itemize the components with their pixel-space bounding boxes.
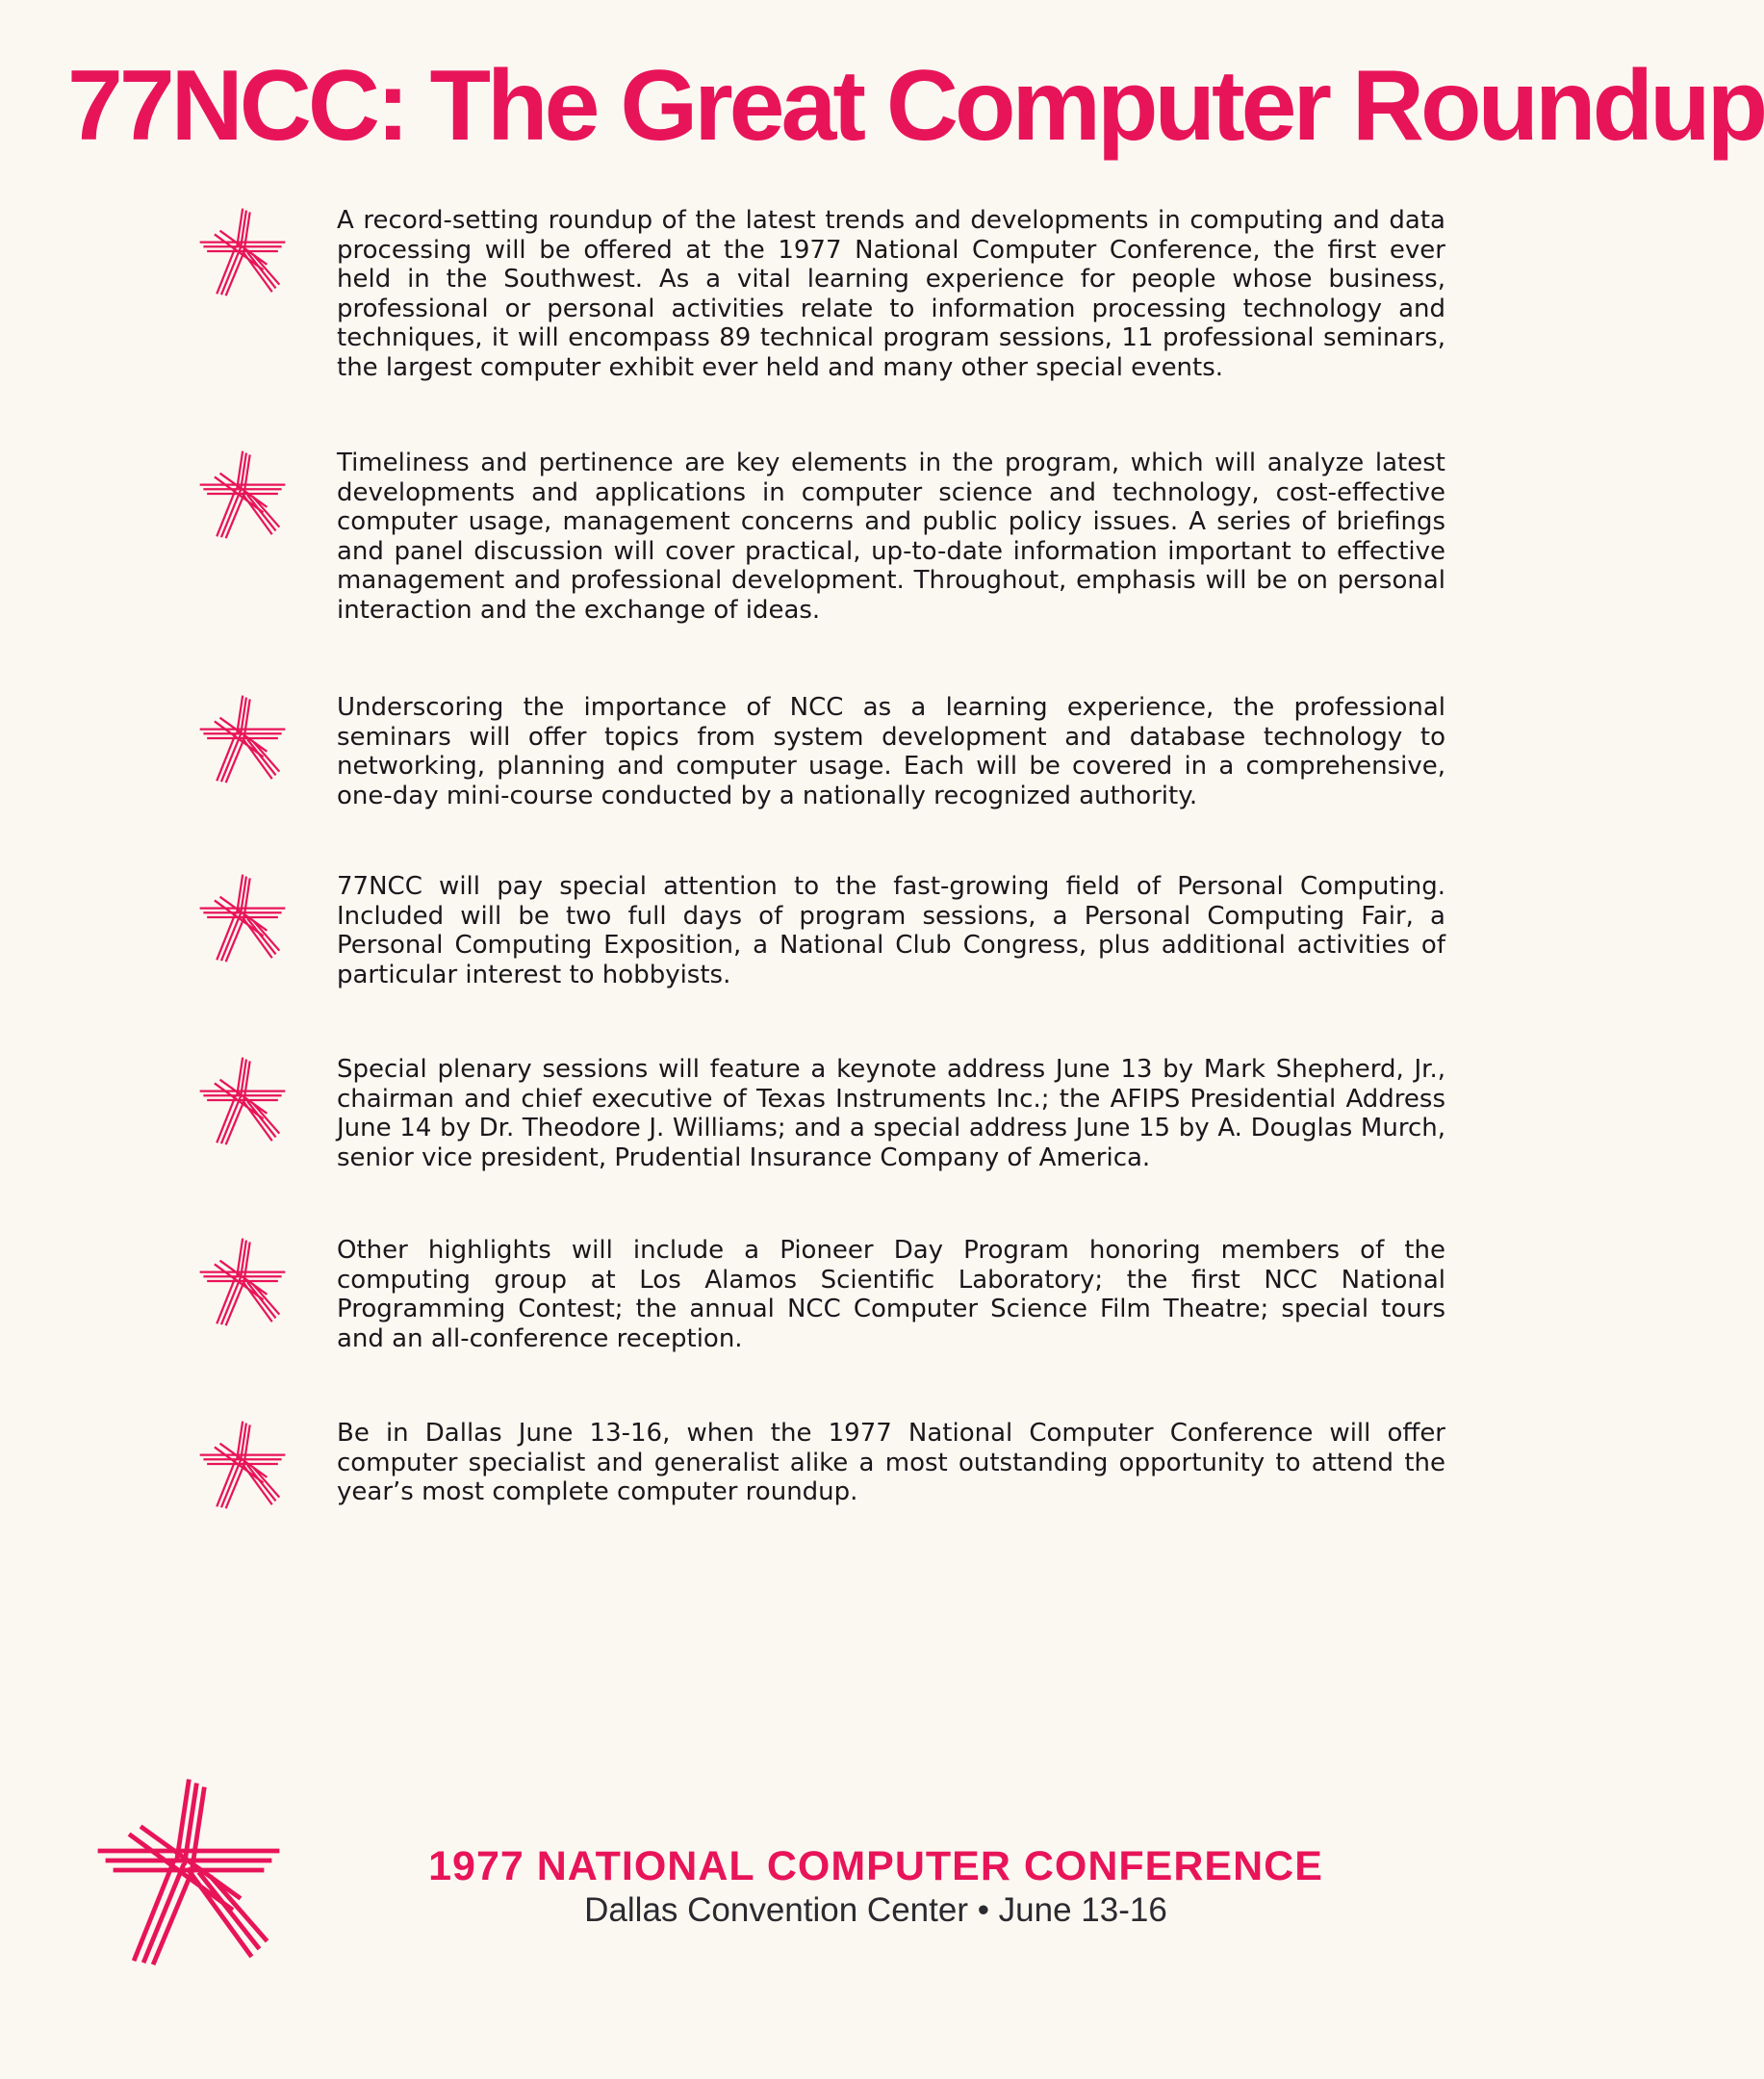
paragraph: 77NCC will pay special attention to the fast-growing field of Personal Computing. Included will be two full days of program sessions, a Personal Computing Fair, a Personal Computing Exposition, a National Club Congress, plus additional activities of particular interest to hobbyists. bbox=[337, 872, 1445, 989]
paragraph: Other highlights will include a Pioneer Day Program honoring members of the computing group at Los Alamos Scientific Laboratory; the first NCC National Programming Contest; the annual NCC Computer Science Film Theatre; special tours and an all-conference reception. bbox=[337, 1236, 1445, 1353]
paragraph: Be in Dallas June 13-16, when the 1977 National Computer Conference will offer computer specialist and generalist alike a most outstanding opportunity to attend the year’s most complete computer roundup. bbox=[337, 1419, 1445, 1506]
paragraph: Special plenary sessions will feature a keynote address June 13 by Mark Shepherd, Jr., chairman and chief executive of Texas Instruments Inc.; the AFIPS Presidential Address June 14 by Dr. Theodore J. Williams; and a special address June 15 by A. Douglas Murch, senior vice president, Prudential Insurance Company of America. bbox=[337, 1055, 1445, 1172]
striped-star-icon bbox=[192, 1236, 293, 1326]
striped-star-icon bbox=[192, 449, 293, 539]
conference-logo-star-icon bbox=[92, 1769, 285, 1971]
page-title: 77NCC: The Great Computer Roundup bbox=[67, 50, 1764, 162]
striped-star-icon bbox=[192, 872, 293, 962]
paragraph: A record-setting roundup of the latest trends and developments in computing and data processing will be offered at the 1977 National Computer Conference, the first ever held in the Southwest. As a vital learning experience for people whose business, professional or personal activities relate to information processing technology and techniques, it will encompass 89 technical program sessions, 11 professional seminars, the largest computer exhibit ever held and many other special events. bbox=[337, 206, 1445, 382]
footer-conference-name: 1977 NATIONAL COMPUTER CONFERENCE bbox=[428, 1843, 1323, 1889]
striped-star-icon bbox=[192, 1055, 293, 1145]
footer-location-date: Dallas Convention Center • June 13-16 bbox=[584, 1891, 1167, 1929]
paragraph: Underscoring the importance of NCC as a learning experience, the professional seminars will offer topics from system development and database technology to networking, planning and computer usage. Each will be covered in a comprehensive, one-day mini-course conducted by a nationally recognized authority. bbox=[337, 693, 1445, 810]
striped-star-icon bbox=[192, 206, 293, 296]
striped-star-icon bbox=[192, 693, 293, 783]
paragraph: Timeliness and pertinence are key elements in the program, which will analyze latest developments and applications in computer science and technology, cost-effective computer usage, management concerns and public policy issues. A series of briefings and panel discussion will cover practical, up-to-date information important to effective management and professional development. Throughout, emphasis will be on personal interaction and the exchange of ideas. bbox=[337, 449, 1445, 625]
striped-star-icon bbox=[192, 1419, 293, 1509]
